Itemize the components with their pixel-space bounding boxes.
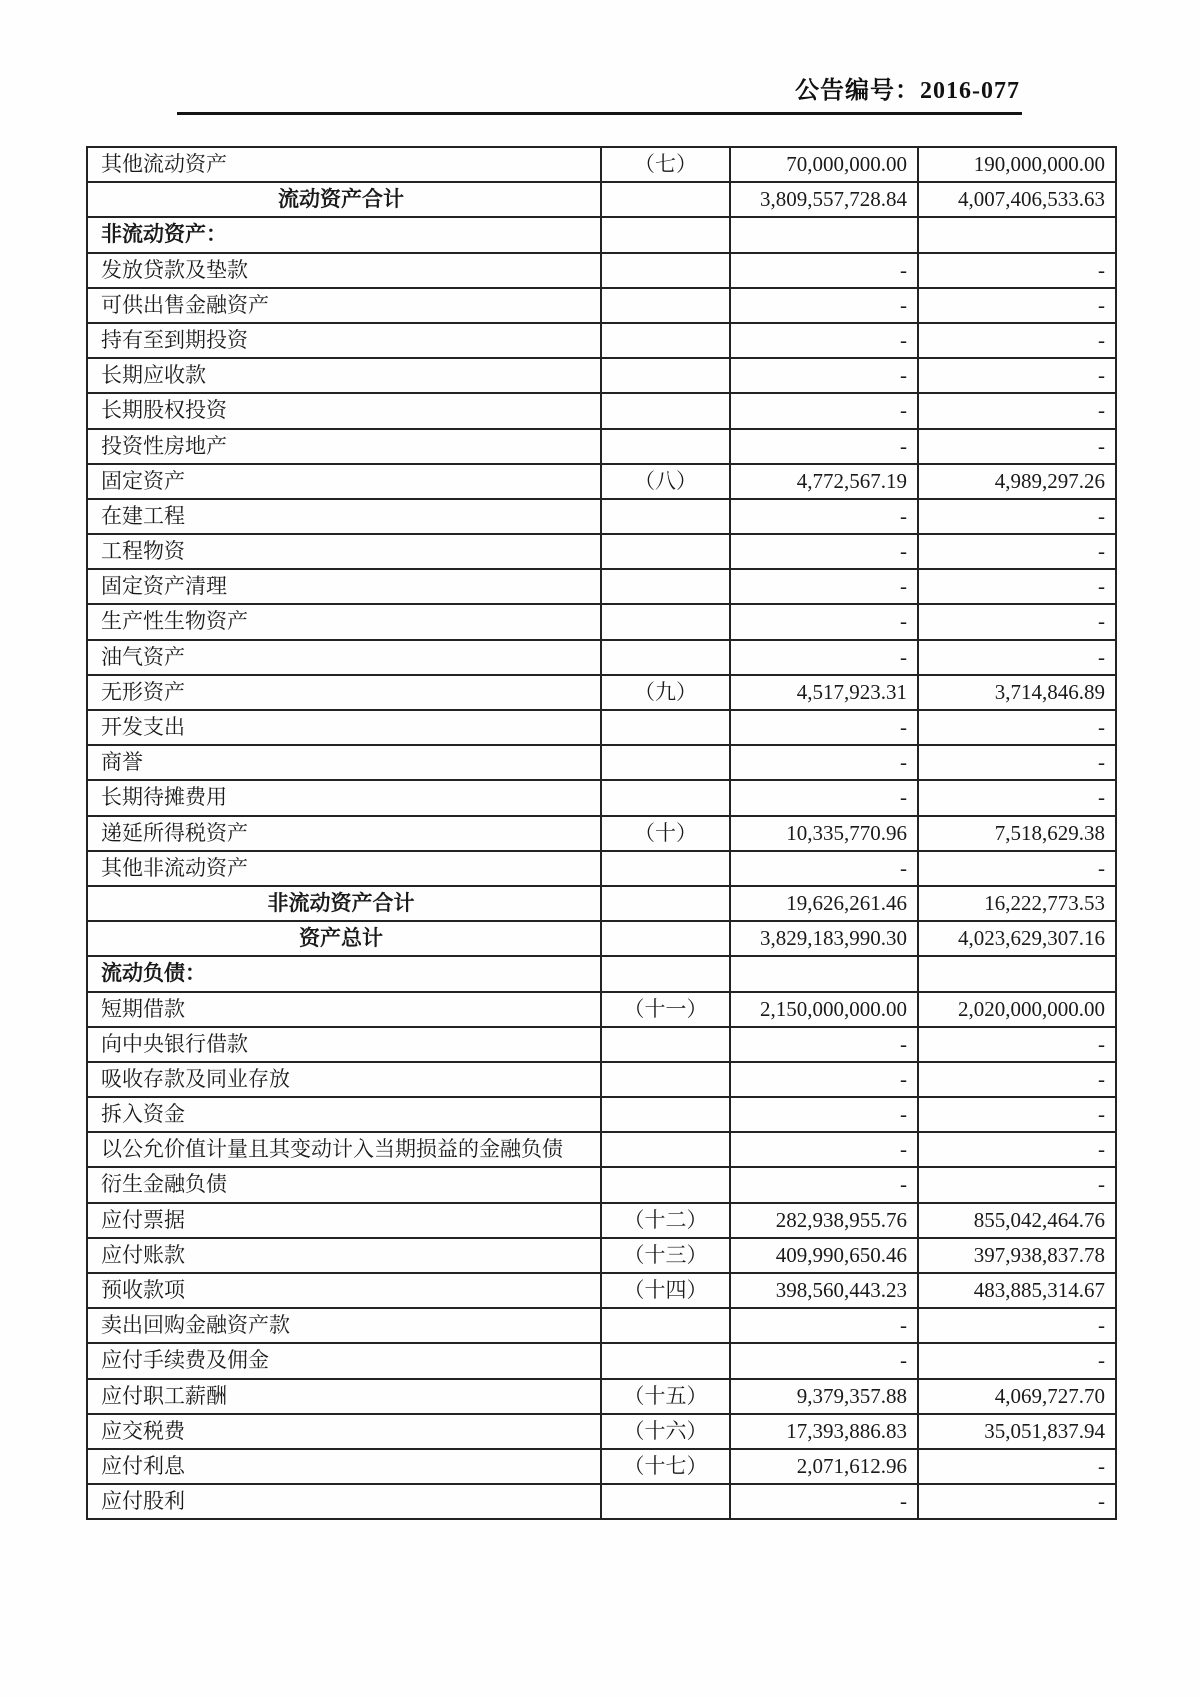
balance-sheet-body (87, 147, 1116, 1519)
row-value-previous: - (918, 1167, 1116, 1202)
row-note: （九） (601, 675, 730, 710)
table-row (87, 675, 1116, 710)
announcement-number: 公告编号：2016-077 (177, 74, 1022, 115)
row-note (601, 956, 730, 991)
row-value-current: 409,990,650.46 (730, 1238, 918, 1273)
table-row (87, 499, 1116, 534)
row-value-current: 398,560,443.23 (730, 1273, 918, 1308)
table-row (87, 1097, 1116, 1132)
table-row (87, 1027, 1116, 1062)
table-row (87, 745, 1116, 780)
row-value-current: - (730, 288, 918, 323)
row-note: （十一） (601, 992, 730, 1027)
row-value-current: - (730, 604, 918, 639)
table-row (87, 182, 1116, 217)
table-row (87, 1273, 1116, 1308)
row-value-current: 3,809,557,728.84 (730, 182, 918, 217)
row-label: 流动负债： (87, 956, 601, 991)
table-row (87, 358, 1116, 393)
row-label: 短期借款 (87, 992, 601, 1027)
row-value-current: - (730, 358, 918, 393)
row-value-previous: 483,885,314.67 (918, 1273, 1116, 1308)
row-note (601, 217, 730, 252)
row-label: 向中央银行借款 (87, 1027, 601, 1062)
row-label: 油气资产 (87, 640, 601, 675)
table-row (87, 921, 1116, 956)
row-note (601, 745, 730, 780)
balance-sheet-table (86, 146, 1117, 1520)
row-value-current: - (730, 1062, 918, 1097)
row-value-previous: - (918, 393, 1116, 428)
row-value-current: - (730, 253, 918, 288)
row-value-current: - (730, 569, 918, 604)
row-note (601, 1027, 730, 1062)
table-row (87, 710, 1116, 745)
row-note (601, 1484, 730, 1519)
table-row (87, 217, 1116, 252)
row-value-previous: - (918, 1449, 1116, 1484)
row-value-current: - (730, 429, 918, 464)
row-note: （十四） (601, 1273, 730, 1308)
table-row (87, 956, 1116, 991)
table-row (87, 780, 1116, 815)
row-note: （十三） (601, 1238, 730, 1273)
row-value-previous (918, 217, 1116, 252)
row-value-current: 19,626,261.46 (730, 886, 918, 921)
row-value-previous: 4,007,406,533.63 (918, 182, 1116, 217)
row-value-current: - (730, 393, 918, 428)
row-label: 发放贷款及垫款 (87, 253, 601, 288)
row-label: 应交税费 (87, 1414, 601, 1449)
row-value-current: - (730, 534, 918, 569)
row-value-current: 4,772,567.19 (730, 464, 918, 499)
table-row (87, 288, 1116, 323)
row-value-current (730, 956, 918, 991)
row-value-current: - (730, 1097, 918, 1132)
row-label: 其他非流动资产 (87, 851, 601, 886)
row-label: 应付账款 (87, 1238, 601, 1273)
row-value-current: 3,829,183,990.30 (730, 921, 918, 956)
row-value-previous: - (918, 1308, 1116, 1343)
row-value-current: 2,150,000,000.00 (730, 992, 918, 1027)
row-note (601, 1167, 730, 1202)
table-row (87, 1238, 1116, 1273)
table-row (87, 1062, 1116, 1097)
row-note (601, 1132, 730, 1167)
table-row (87, 1203, 1116, 1238)
row-value-current: 17,393,886.83 (730, 1414, 918, 1449)
row-value-current: - (730, 1167, 918, 1202)
table-row (87, 1132, 1116, 1167)
row-label: 无形资产 (87, 675, 601, 710)
row-value-previous: - (918, 569, 1116, 604)
row-value-previous: - (918, 499, 1116, 534)
row-note (601, 851, 730, 886)
row-label: 拆入资金 (87, 1097, 601, 1132)
row-label: 应付利息 (87, 1449, 601, 1484)
row-label: 预收款项 (87, 1273, 601, 1308)
row-label: 流动资产合计 (87, 182, 601, 217)
row-value-previous: 7,518,629.38 (918, 816, 1116, 851)
row-note (601, 640, 730, 675)
row-value-current: 9,379,357.88 (730, 1379, 918, 1414)
row-label: 固定资产 (87, 464, 601, 499)
table-row (87, 816, 1116, 851)
row-label: 卖出回购金融资产款 (87, 1308, 601, 1343)
row-note (601, 604, 730, 639)
row-value-previous: - (918, 851, 1116, 886)
row-note (601, 569, 730, 604)
table-row (87, 604, 1116, 639)
row-note (601, 499, 730, 534)
table-row (87, 147, 1116, 182)
row-value-previous: - (918, 534, 1116, 569)
row-note (601, 253, 730, 288)
row-note (601, 710, 730, 745)
table-row (87, 1379, 1116, 1414)
table-row (87, 851, 1116, 886)
row-value-current: - (730, 1308, 918, 1343)
table-row (87, 464, 1116, 499)
row-label: 资产总计 (87, 921, 601, 956)
row-value-previous: 855,042,464.76 (918, 1203, 1116, 1238)
row-label: 商誉 (87, 745, 601, 780)
row-value-current: - (730, 1027, 918, 1062)
row-value-current: 282,938,955.76 (730, 1203, 918, 1238)
row-value-previous: - (918, 288, 1116, 323)
row-label: 持有至到期投资 (87, 323, 601, 358)
row-note: （七） (601, 147, 730, 182)
row-value-previous (918, 956, 1116, 991)
row-note: （八） (601, 464, 730, 499)
row-label: 应付职工薪酬 (87, 1379, 601, 1414)
row-label: 工程物资 (87, 534, 601, 569)
row-value-previous: 2,020,000,000.00 (918, 992, 1116, 1027)
row-label: 可供出售金融资产 (87, 288, 601, 323)
row-note (601, 323, 730, 358)
row-note: （十） (601, 816, 730, 851)
row-note (601, 780, 730, 815)
row-label: 在建工程 (87, 499, 601, 534)
row-label: 长期股权投资 (87, 393, 601, 428)
row-value-current: 4,517,923.31 (730, 675, 918, 710)
row-label: 非流动资产： (87, 217, 601, 252)
row-note (601, 886, 730, 921)
row-note: （十七） (601, 1449, 730, 1484)
row-note (601, 429, 730, 464)
row-label: 应付手续费及佣金 (87, 1343, 601, 1378)
row-note (601, 182, 730, 217)
row-note (601, 921, 730, 956)
row-value-current: - (730, 323, 918, 358)
row-value-current: - (730, 1132, 918, 1167)
row-value-current (730, 217, 918, 252)
row-value-current: 70,000,000.00 (730, 147, 918, 182)
row-value-previous: 4,069,727.70 (918, 1379, 1116, 1414)
row-value-current: - (730, 499, 918, 534)
row-value-previous: 35,051,837.94 (918, 1414, 1116, 1449)
row-note (601, 358, 730, 393)
row-label: 递延所得税资产 (87, 816, 601, 851)
row-value-previous: - (918, 253, 1116, 288)
row-note (601, 534, 730, 569)
table-row (87, 393, 1116, 428)
row-note (601, 393, 730, 428)
row-label: 投资性房地产 (87, 429, 601, 464)
row-value-current: - (730, 1343, 918, 1378)
row-note (601, 1062, 730, 1097)
table-row (87, 1167, 1116, 1202)
row-value-current: - (730, 851, 918, 886)
row-label: 固定资产清理 (87, 569, 601, 604)
row-note (601, 1308, 730, 1343)
row-label: 长期应收款 (87, 358, 601, 393)
row-value-previous: 4,989,297.26 (918, 464, 1116, 499)
table-row (87, 992, 1116, 1027)
table-row (87, 534, 1116, 569)
row-value-previous: - (918, 358, 1116, 393)
row-label: 开发支出 (87, 710, 601, 745)
table-row (87, 429, 1116, 464)
row-value-previous: - (918, 1062, 1116, 1097)
row-note: （十五） (601, 1379, 730, 1414)
row-label: 吸收存款及同业存放 (87, 1062, 601, 1097)
row-value-previous: 16,222,773.53 (918, 886, 1116, 921)
table-row (87, 253, 1116, 288)
row-value-previous: - (918, 1132, 1116, 1167)
table-row (87, 1308, 1116, 1343)
row-value-current: 2,071,612.96 (730, 1449, 918, 1484)
row-label: 衍生金融负债 (87, 1167, 601, 1202)
table-row (87, 1343, 1116, 1378)
table-row (87, 323, 1116, 358)
row-value-previous: - (918, 1027, 1116, 1062)
row-value-previous: - (918, 710, 1116, 745)
table-row (87, 886, 1116, 921)
table-row (87, 569, 1116, 604)
row-value-current: - (730, 1484, 918, 1519)
table-row (87, 640, 1116, 675)
row-note (601, 1097, 730, 1132)
row-value-previous: - (918, 745, 1116, 780)
row-value-previous: - (918, 640, 1116, 675)
row-value-current: 10,335,770.96 (730, 816, 918, 851)
row-value-previous: 3,714,846.89 (918, 675, 1116, 710)
row-value-previous: - (918, 604, 1116, 639)
row-note (601, 1343, 730, 1378)
row-value-current: - (730, 710, 918, 745)
row-label: 长期待摊费用 (87, 780, 601, 815)
row-value-previous: - (918, 1343, 1116, 1378)
row-value-previous: - (918, 1484, 1116, 1519)
row-label: 以公允价值计量且其变动计入当期损益的金融负债 (87, 1132, 601, 1167)
row-value-current: - (730, 640, 918, 675)
row-value-current: - (730, 780, 918, 815)
row-value-previous: 190,000,000.00 (918, 147, 1116, 182)
row-value-previous: - (918, 323, 1116, 358)
row-label: 应付票据 (87, 1203, 601, 1238)
table-row (87, 1414, 1116, 1449)
row-value-previous: - (918, 429, 1116, 464)
row-value-previous: - (918, 780, 1116, 815)
row-note: （十二） (601, 1203, 730, 1238)
table-row (87, 1449, 1116, 1484)
row-label: 非流动资产合计 (87, 886, 601, 921)
row-value-previous: - (918, 1097, 1116, 1132)
row-label: 生产性生物资产 (87, 604, 601, 639)
row-label: 其他流动资产 (87, 147, 601, 182)
row-value-current: - (730, 745, 918, 780)
row-label: 应付股利 (87, 1484, 601, 1519)
row-value-previous: 397,938,837.78 (918, 1238, 1116, 1273)
table-row (87, 1484, 1116, 1519)
row-note (601, 288, 730, 323)
row-note: （十六） (601, 1414, 730, 1449)
row-value-previous: 4,023,629,307.16 (918, 921, 1116, 956)
